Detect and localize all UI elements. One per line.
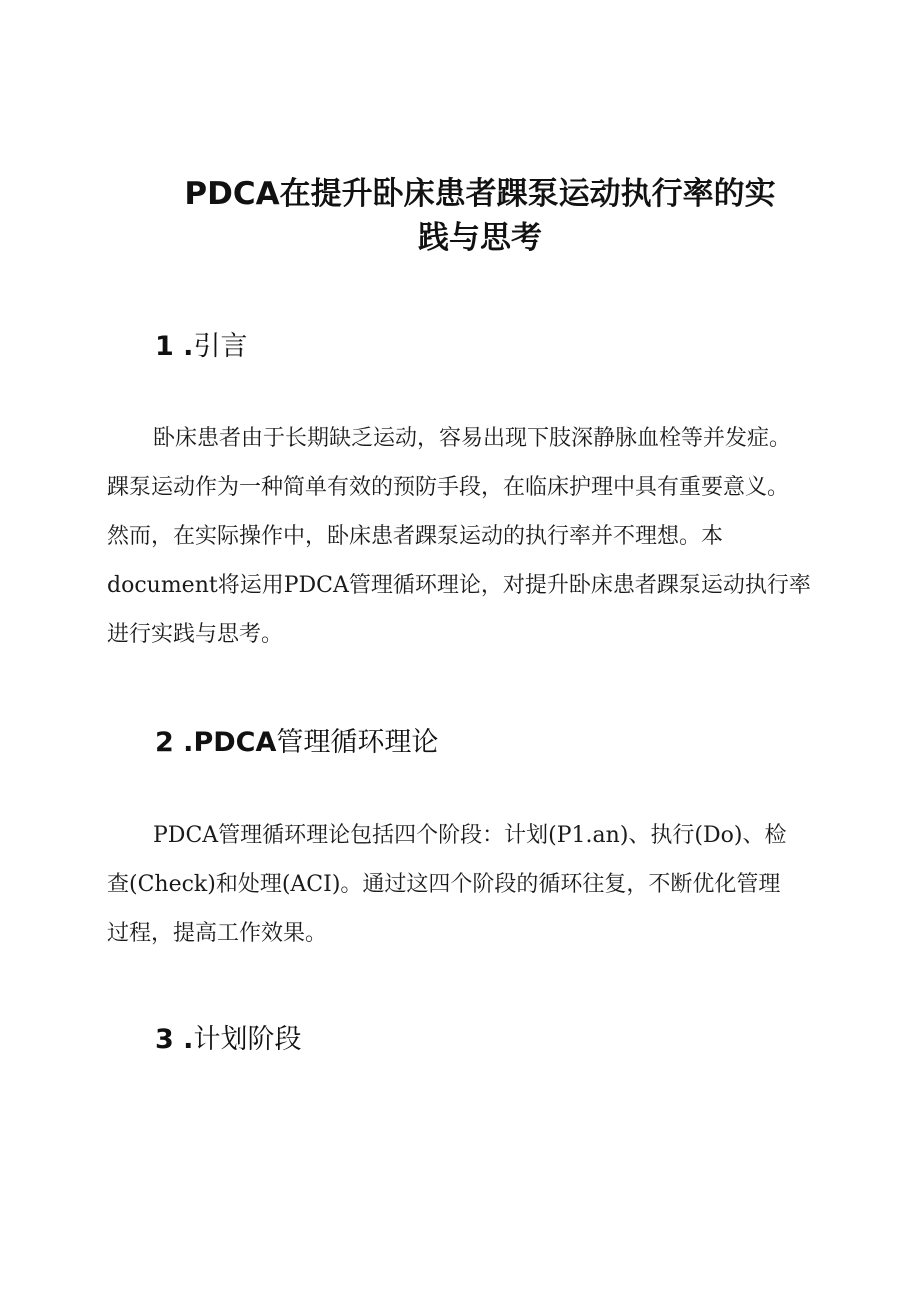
section-2-line-3: 过程，提高工作效果。 — [107, 921, 328, 946]
document-title — [150, 172, 810, 260]
section-2-heading — [155, 725, 438, 761]
section-3-number: 3 . — [155, 1024, 194, 1055]
section-2-title: 管理循环理论 — [276, 727, 439, 758]
section-1-paragraph — [107, 414, 817, 659]
section-2-line-2: 查(Check)和处理(ACI)。通过这四个阶段的循环往复，不断优化管理 — [107, 872, 781, 897]
section-1-heading — [155, 329, 247, 365]
section-2-line-1: PDCA管理循环理论包括四个阶段：计划(P1.an)、执行(Do)、检 — [153, 823, 787, 848]
section-2-paragraph — [107, 811, 817, 958]
title-line-2: 践与思考 — [418, 220, 542, 256]
section-1-line-5: 进行实践与思考。 — [107, 622, 284, 647]
section-3-title: 计划阶段 — [193, 1024, 302, 1055]
section-1-line-1: 卧床患者由于长期缺乏运动，容易出现下肢深静脉血栓等并发症。 — [153, 426, 792, 451]
section-1-line-2: 踝泵运动作为一种简单有效的预防手段，在临床护理中具有重要意义。 — [107, 475, 790, 500]
section-1-line-4: document将运用PDCA管理循环理论，对提升卧床患者踝泵运动执行率 — [107, 573, 811, 598]
section-1-number: 1 . — [155, 331, 194, 362]
section-2-title-latin: PDCA — [193, 727, 277, 758]
section-1-line-3: 然而，在实际操作中，卧床患者踝泵运动的执行率并不理想。本 — [107, 524, 724, 549]
section-3-heading — [155, 1022, 301, 1058]
section-2-number: 2 . — [155, 727, 194, 758]
section-1-title: 引言 — [193, 331, 248, 362]
title-line-1: PDCA在提升卧床患者踝泵运动执行率的实 — [184, 176, 776, 212]
